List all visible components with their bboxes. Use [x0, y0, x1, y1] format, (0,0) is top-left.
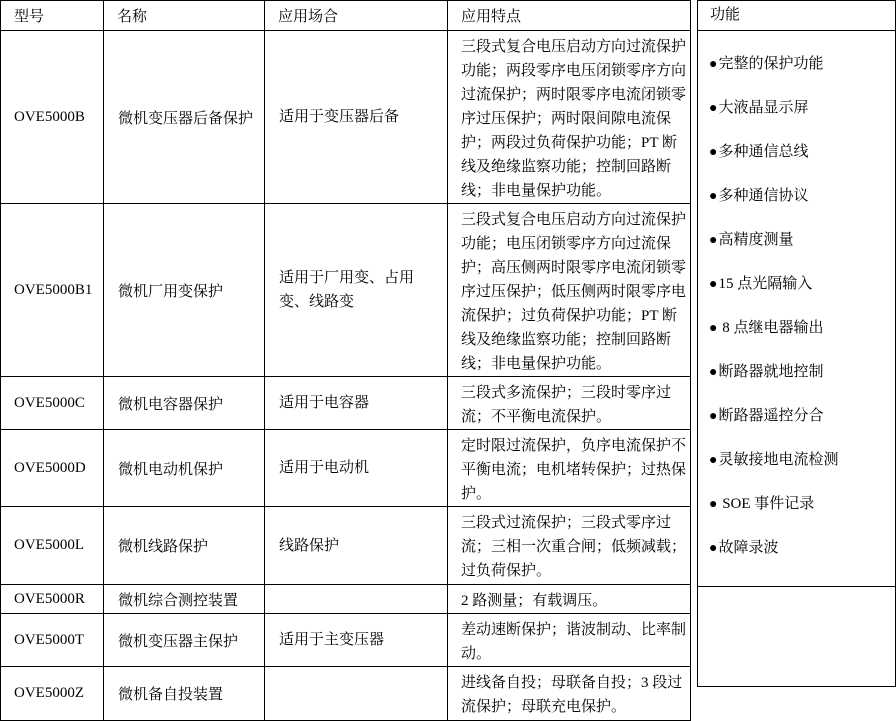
features-cell: 2 路测量；有载调压。: [448, 585, 691, 614]
bullet-icon: ●: [709, 101, 718, 116]
table-row: [1, 614, 691, 667]
application-cell: 适用于变压器后备: [265, 31, 448, 204]
model-cell: OVE5000D: [1, 430, 104, 507]
model-cell: OVE5000C: [1, 377, 104, 430]
bullet-icon: ●: [709, 57, 718, 72]
bullet-icon: ●: [709, 365, 718, 380]
bullet-icon: ●: [709, 277, 718, 292]
model-cell: OVE5000L: [1, 507, 104, 585]
function-item: [709, 174, 895, 218]
bullet-icon: ●: [709, 541, 718, 556]
table-row: [1, 667, 691, 721]
name-cell: 微机厂用变保护: [104, 204, 265, 377]
features-cell: 定时限过流保护，负序电流保护不平衡电流；电机堵转保护；过热保护。: [448, 430, 691, 507]
name-cell: 微机变压器后备保护: [104, 31, 265, 204]
function-item-label: 灵敏接地电流检测: [718, 452, 839, 468]
function-item-label: 完整的保护功能: [718, 56, 824, 72]
function-item-label: SOE 事件记录: [718, 496, 815, 512]
function-item-label: 大液晶显示屏: [718, 100, 809, 116]
table-row: [1, 31, 691, 204]
name-cell: 微机变压器主保护: [104, 614, 265, 667]
bullet-icon: ●: [709, 409, 718, 424]
function-item: [709, 130, 895, 174]
header-application: 应用场合: [265, 1, 448, 31]
table-row: [1, 377, 691, 430]
table-header-row: [1, 1, 691, 31]
table-row: [1, 507, 691, 585]
functions-list: [698, 31, 895, 587]
name-cell: 微机电容器保护: [104, 377, 265, 430]
bullet-icon: ●: [709, 453, 718, 468]
function-item-label: 多种通信协议: [718, 188, 809, 204]
function-item-label: 15 点光隔输入: [718, 276, 813, 292]
function-item: [709, 394, 895, 438]
header-model: 型号: [1, 1, 104, 31]
function-item-label: 断路器遥控分合: [718, 408, 824, 424]
name-cell: 微机综合测控装置: [104, 585, 265, 614]
features-cell: 进线备自投；母联备自投；3 段过流保护；母联充电保护。: [448, 667, 691, 721]
function-item-label: 多种通信总线: [718, 144, 809, 160]
function-item: [709, 438, 895, 482]
model-cell: OVE5000B1: [1, 204, 104, 377]
application-cell: 适用于厂用变、占用变、线路变: [265, 204, 448, 377]
model-cell: OVE5000Z: [1, 667, 104, 721]
function-item: [709, 218, 895, 262]
table-row: [1, 430, 691, 507]
name-cell: 微机电动机保护: [104, 430, 265, 507]
model-cell: OVE5000R: [1, 585, 104, 614]
header-features: 应用特点: [448, 1, 691, 31]
function-item: [709, 350, 895, 394]
function-item-label: 断路器就地控制: [718, 364, 824, 380]
function-item: [709, 526, 895, 570]
function-item-label: 8 点继电器输出: [718, 320, 824, 336]
model-cell: OVE5000B: [1, 31, 104, 204]
name-cell: 微机备自投装置: [104, 667, 265, 721]
bullet-icon: ●: [709, 233, 718, 248]
table-row: [1, 204, 691, 377]
function-item: [709, 306, 895, 350]
function-item: [709, 42, 895, 86]
function-item: [709, 86, 895, 130]
functions-header: 功能: [698, 1, 895, 31]
function-item-label: 故障录波: [718, 540, 779, 556]
bullet-icon: ●: [709, 145, 718, 160]
application-cell: [265, 667, 448, 721]
function-item: [709, 262, 895, 306]
function-item: [709, 482, 895, 526]
application-cell: 适用于电容器: [265, 377, 448, 430]
model-cell: OVE5000T: [1, 614, 104, 667]
features-cell: 差动速断保护；谐波制动、比率制动。: [448, 614, 691, 667]
function-item-label: 高精度测量: [718, 232, 794, 248]
application-cell: 线路保护: [265, 507, 448, 585]
application-cell: [265, 585, 448, 614]
functions-empty-cell: [698, 587, 895, 686]
name-cell: 微机线路保护: [104, 507, 265, 585]
header-name: 名称: [104, 1, 265, 31]
functions-panel: [697, 0, 896, 687]
bullet-icon: ●: [709, 497, 718, 512]
table-row: [1, 585, 691, 614]
features-cell: 三段式复合电压启动方向过流保护功能；两段零序电压闭锁零序方向过流保护；两时限零序电流闭锁零序过压保护；两时限间隙电流保护；两段过负荷保护功能；PT 断线及绝缘监察功能；控制回路断线；非电量保护功能。: [448, 31, 691, 204]
bullet-icon: ●: [709, 321, 718, 336]
bullet-icon: ●: [709, 189, 718, 204]
features-cell: 三段式过流保护；三段式零序过流；三相一次重合闸；低频减载；过负荷保护。: [448, 507, 691, 585]
features-cell: 三段式多流保护；三段时零序过流；不平衡电流保护。: [448, 377, 691, 430]
application-cell: 适用于电动机: [265, 430, 448, 507]
features-cell: 三段式复合电压启动方向过流保护功能；电压闭锁零序方向过流保护；高压侧两时限零序电流闭锁零序过压保护；低压侧两时限零序电流保护；过负荷保护功能；PT 断线及绝缘监察功能；控制回路断线；非电量保护功能。: [448, 204, 691, 377]
application-cell: 适用于主变压器: [265, 614, 448, 667]
